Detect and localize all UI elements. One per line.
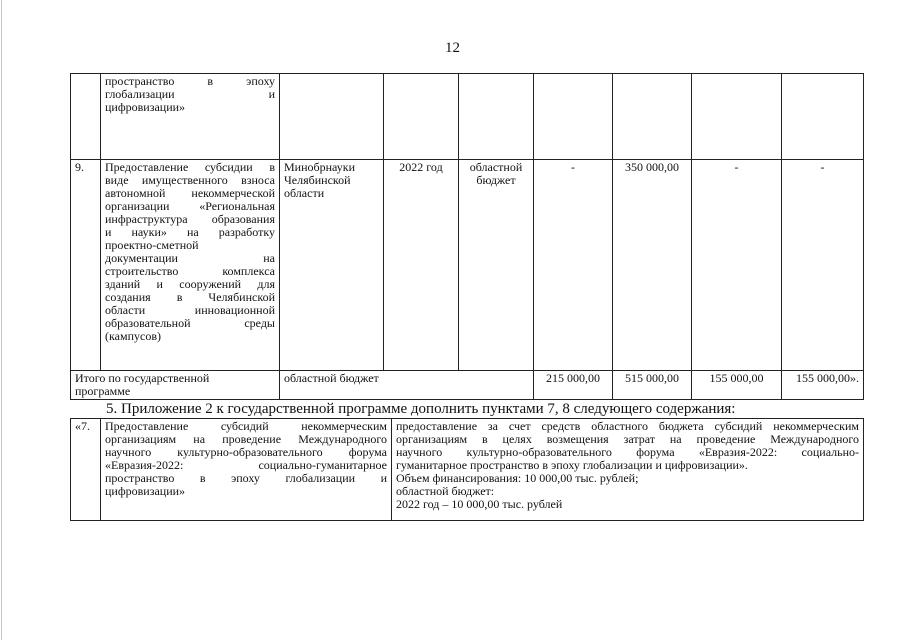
value-cell: - bbox=[782, 160, 864, 371]
description-cell bbox=[101, 74, 280, 160]
content-line: научного культурно-образовательного форума «Евразия-2022: социально- bbox=[396, 445, 859, 459]
description-line: и науки» на разработку bbox=[105, 225, 275, 239]
description-line: автономной некоммерческой bbox=[105, 186, 275, 200]
budget-line: областной bbox=[469, 160, 523, 174]
content-cell bbox=[392, 419, 864, 521]
value-cell bbox=[692, 74, 782, 160]
total-value: 155 000,00 bbox=[692, 371, 782, 400]
budget-cell bbox=[459, 74, 534, 160]
total-value: 515 000,00 bbox=[613, 371, 692, 400]
value-cell: - bbox=[534, 160, 613, 371]
description-line: глобализации и bbox=[105, 87, 275, 101]
description-line: виде имущественного взноса bbox=[105, 173, 275, 187]
year-cell: 2022 год bbox=[384, 160, 459, 371]
measure-line: научного культурно-образовательного форума bbox=[105, 445, 387, 459]
total-label-line: программе bbox=[75, 384, 131, 398]
description-line: области инновационной bbox=[105, 303, 275, 317]
content-line: организациям в целях возмещения затрат на проведение Международного bbox=[396, 432, 859, 446]
description-line: пространство в эпоху bbox=[105, 74, 275, 88]
executor-line: области bbox=[284, 186, 325, 200]
total-budget: областной бюджет bbox=[280, 371, 534, 400]
table-row bbox=[71, 419, 864, 521]
table-row bbox=[71, 74, 864, 160]
value-cell bbox=[782, 74, 864, 160]
description-line: (кампусов) bbox=[105, 329, 161, 343]
page-number: 12 bbox=[445, 40, 460, 56]
table-row-total bbox=[71, 371, 864, 400]
total-value: 155 000,00». bbox=[782, 371, 864, 400]
budget-cell bbox=[459, 160, 534, 371]
total-label-line: Итого по государственной bbox=[75, 371, 210, 385]
row-number: 9. bbox=[71, 160, 101, 371]
description-line: создания в Челябинской bbox=[105, 290, 275, 304]
description-line: инфраструктура образования bbox=[105, 212, 275, 226]
page-edge-line bbox=[1, 0, 2, 640]
executor-line: Минобрнауки bbox=[284, 160, 356, 174]
measure-line: организациям на проведение Международного bbox=[105, 432, 387, 446]
content-line: предоставление за счет средств областного бюджета субсидий некоммерческим bbox=[396, 419, 859, 433]
value-cell: - bbox=[692, 160, 782, 371]
description-line: Предоставление субсидии в bbox=[105, 160, 275, 174]
executor-cell bbox=[280, 160, 384, 371]
measure-line: пространство в эпоху глобализации и bbox=[105, 471, 387, 485]
description-line: строительство комплекса bbox=[105, 264, 275, 278]
measure-cell bbox=[101, 419, 392, 521]
executor-line: Челябинской bbox=[284, 173, 351, 187]
description-line: проектно-сметной bbox=[105, 238, 199, 252]
value-cell: 350 000,00 bbox=[613, 160, 692, 371]
table-row bbox=[71, 160, 864, 371]
measure-line: «Евразия-2022: социально-гуманитарное bbox=[105, 458, 387, 472]
content-line: гуманитарное пространство в эпоху глобализации и цифровизации». bbox=[396, 458, 748, 472]
program-activities-table bbox=[70, 73, 864, 400]
description-line: организации «Региональная bbox=[105, 199, 275, 213]
total-value: 215 000,00 bbox=[534, 371, 613, 400]
measure-line: Предоставление субсидий некоммерческим bbox=[105, 419, 387, 433]
total-label bbox=[71, 371, 280, 400]
description-line: образовательной среды bbox=[105, 316, 275, 330]
value-cell bbox=[534, 74, 613, 160]
description-line: зданий и сооружений для bbox=[105, 277, 275, 291]
year-cell bbox=[384, 74, 459, 160]
row-number: «7. bbox=[71, 419, 101, 521]
executor-cell bbox=[280, 74, 384, 160]
appendix-table bbox=[70, 418, 864, 521]
measure-line: цифровизации» bbox=[105, 484, 186, 498]
num-cell bbox=[71, 74, 101, 160]
description-cell bbox=[101, 160, 280, 371]
description-line: документации на bbox=[105, 251, 275, 265]
description-line: цифровизации» bbox=[105, 100, 186, 114]
section-heading: 5. Приложение 2 к государственной программе дополнить пунктами 7, 8 следующего содержания: bbox=[106, 401, 736, 417]
budget-line: бюджет bbox=[476, 173, 516, 187]
content-line: областной бюджет: bbox=[396, 484, 495, 498]
value-cell bbox=[613, 74, 692, 160]
content-line: 2022 год – 10 000,00 тыс. рублей bbox=[396, 497, 563, 511]
content-line: Объем финансирования: 10 000,00 тыс. рублей; bbox=[396, 471, 639, 485]
